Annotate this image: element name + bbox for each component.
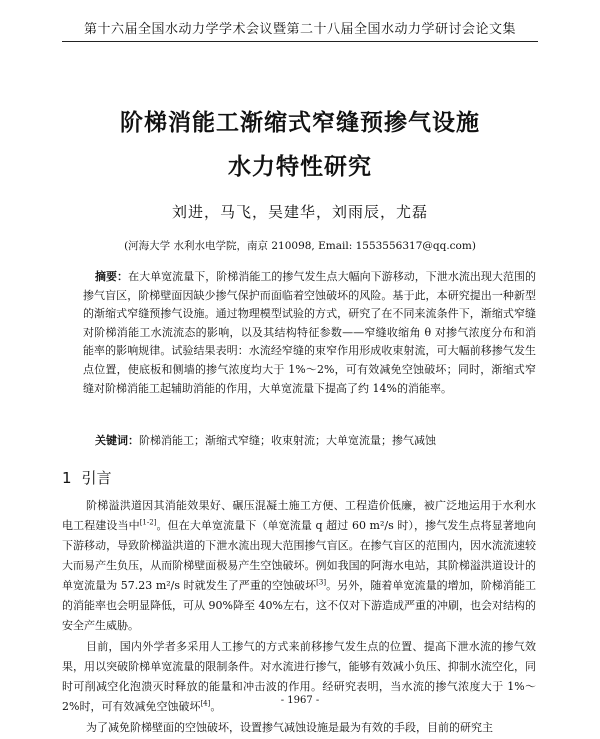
abstract-text: 在大单宽流量下，阶梯消能工的掺气发生点大幅向下游移动，下泄水流出现大范围的掺气盲区，阶梯壁面因缺少掺气保护而面临着空蚀破坏的风险。基于此，本研究提出一种新型的渐缩式窄缝预掺气设施。通过物理模型试验的方式，研究了在不同来流条件下，渐缩式窄缝对阶梯消能工水流流态的影响，以及其结构特征参数——窄缝收缩角 θ 对掺气浓度分布和消能率的影响规律。试验结果表明：水流经窄缝的束窄作用形成收束射流，可大幅前移掺气发生点位置，使底板和侧墙的掺气浓度均大于 1%～2%，可有效减免空蚀破坏；同时，渐缩式窄缝对阶梯消能工起辅助消能的作用，大单宽流量下提高了约 14%的消能率。 — [83, 270, 536, 395]
keywords-text: 阶梯消能工；渐缩式窄缝；收束射流；大单宽流量；掺气减蚀 — [139, 434, 436, 447]
paragraph-2-part-b: 。 — [210, 700, 222, 713]
abstract — [83, 268, 536, 398]
section-title: 引言 — [81, 469, 112, 487]
paragraph-2-part-a: 目前，国内外学者多采用人工掺气的方式来前移掺气发生点的位置、提高下泄水流的掺气效果，用以突破阶梯单宽流量的限制条件。对水流进行掺气，能够有效减小负压、抑制水流空化，同时可削减空化泡溃灭时释放的能量和冲击波的作用。经研究表明，当水流的掺气浓度大于 1%～2%时，可有效减免空蚀破坏 — [62, 640, 536, 713]
paragraph-3: 为了减免阶梯壁面的空蚀破坏，设置掺气减蚀设施是最为有效的手段，目前的研究主 — [86, 721, 493, 734]
paragraph-1-part-b: 。但在大单宽流量下（单宽流量 q 超过 60 m²/s 时），掺气发生点将显著地向下游移动，导致阶梯溢洪道的下泄水流出现大范围掺气盲区。在掺气盲区的范围内，因水流流速较大而易产生负压，从而阶梯壁面极易产生空蚀破坏。例如我国的阿海水电站，其阶梯溢洪道设计的单宽流量为 57.23 m²/s 时就发生了严重的空蚀破坏 — [62, 519, 537, 592]
section-number: 1 — [62, 469, 72, 487]
section-heading-introduction — [62, 467, 112, 488]
running-header: 第十六届全国水动力学学术会议暨第二十八届全国水动力学研讨会论文集 — [62, 18, 538, 42]
paper-title-line-2: 水力特性研究 — [228, 154, 372, 180]
citation-3: [3] — [316, 578, 327, 587]
author-list: 刘进，马飞，吴建华，刘雨辰，尤磊 — [171, 203, 428, 221]
keywords — [95, 432, 536, 448]
keywords-label: 关键词： — [95, 434, 139, 447]
paper-title-line-1: 阶梯消能工渐缩式窄缝预掺气设施 — [120, 110, 480, 136]
paragraph-1-part-c: 。另外，随着单宽流量的增加，阶梯消能工的消能率也会明显降低，可从 90%降至 40%左右，这不仅对下游造成严重的冲刷，也会对结构的安全产生威胁。 — [62, 579, 537, 632]
paragraph-1 — [62, 496, 536, 636]
page-number: - 1967 - — [280, 695, 320, 706]
paragraph-1-part-a: 阶梯溢洪道因其消能效果好、碾压混凝土施工方便、工程造价低廉，被广泛地运用于水利水电工程建设当中 — [62, 499, 536, 532]
affiliation: (河海大学 水利水电学院，南京 210098, Email: 1553556317@qq.com) — [124, 240, 476, 252]
citation-4: [4] — [200, 699, 211, 708]
abstract-label: 摘要： — [95, 270, 129, 283]
citation-1-2: [1-2] — [139, 518, 157, 527]
